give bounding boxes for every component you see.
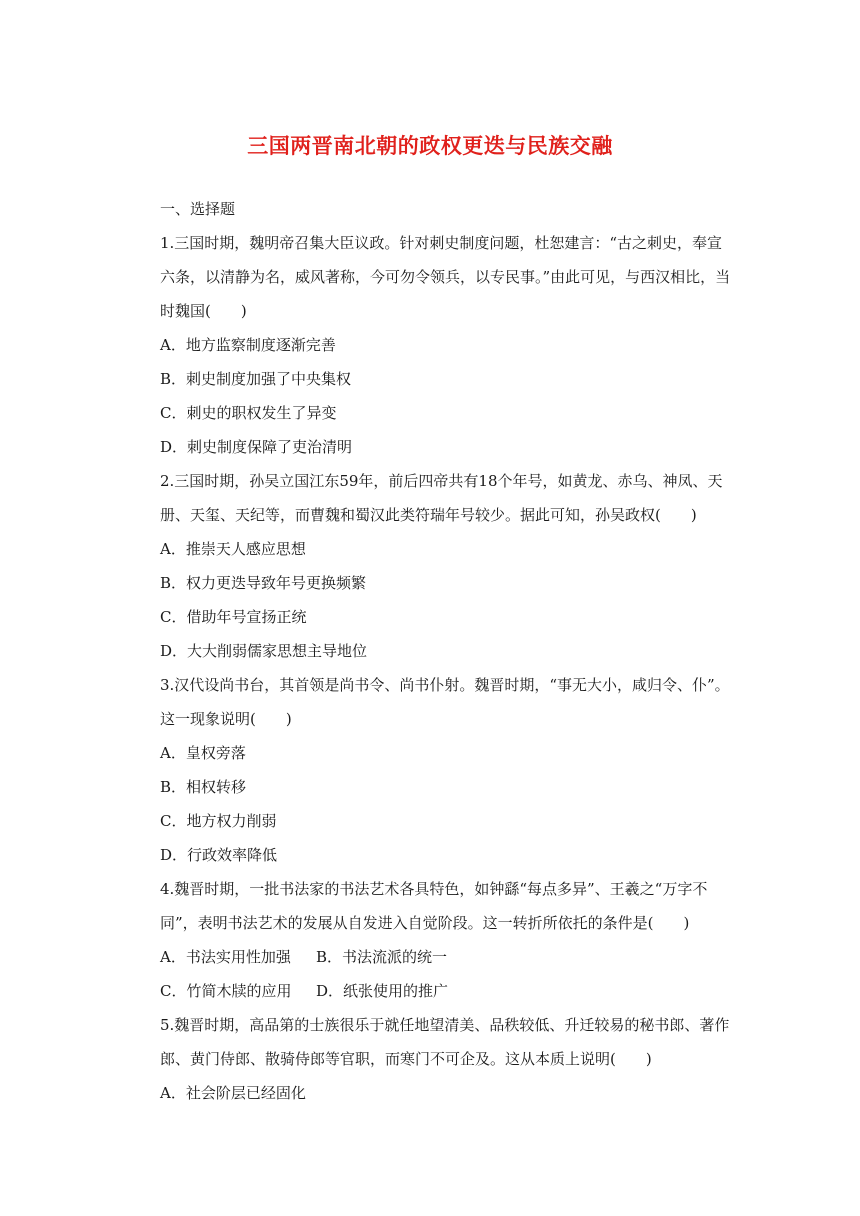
question-1-option-b: B．刺史制度加强了中央集权 [160,370,352,388]
question-4-options-row-2 [160,974,735,1008]
question-2-option-c: C．借助年号宣扬正统 [160,608,307,626]
question-5-text: 5.魏晋时期，高品第的士族很乐于就任地望清美、品秩较低、升迁较易的秘书郎、著作郎、黄门侍郎、散骑侍郎等官职，而寒门不可企及。这从本质上说明( ) [160,1016,730,1068]
question-4-option-b: B．书法流派的统一 [316,948,448,966]
question-3-text: 3.汉代设尚书台，其首领是尚书令、尚书仆射。魏晋时期，“事无大小，咸归令、仆”。这一现象说明( ) [160,676,730,728]
question-4-option-d: D．纸张使用的推广 [316,982,449,1000]
document-body [160,192,735,1110]
question-4-option-a: A．书法实用性加强 [160,948,291,966]
question-1-text: 1.三国时期，魏明帝召集大臣议政。针对刺史制度问题，杜恕建言：“古之刺史，奉宣六条，以清静为名，威风著称，今可勿令领兵，以专民事。”由此可见，与西汉相比，当时魏国( ) [160,234,731,320]
question-4-option-c: C．竹简木牍的应用 [160,982,292,1000]
document-title: 三国两晋南北朝的政权更迭与民族交融 [247,133,613,158]
section-heading: 一、选择题 [160,200,236,218]
question-2-option-b: B．权力更迭导致年号更换频繁 [160,574,367,592]
question-3-option-d: D．行政效率降低 [160,846,278,864]
question-2-option-a: A．推崇天人感应思想 [160,540,306,558]
question-1-option-c: C．刺史的职权发生了异变 [160,404,337,422]
question-3-option-c: C．地方权力削弱 [160,812,277,830]
question-4-options-row-1 [160,940,735,974]
question-2-text: 2.三国时期，孙吴立国江东59年，前后四帝共有18个年号，如黄龙、赤乌、神凤、天册、天玺、天纪等，而曹魏和蜀汉此类符瑞年号较少。据此可知，孙吴政权( ) [160,472,723,524]
question-2-option-d: D．大大削弱儒家思想主导地位 [160,642,368,660]
question-1-option-a: A．地方监察制度逐渐完善 [160,336,336,354]
question-3-option-b: B．相权转移 [160,778,247,796]
question-1-option-d: D．刺史制度保障了吏治清明 [160,438,353,456]
question-5-option-a: A．社会阶层已经固化 [160,1084,306,1102]
question-3-option-a: A．皇权旁落 [160,744,246,762]
question-4-text: 4.魏晋时期，一批书法家的书法艺术各具特色，如钟繇“每点多异”、王羲之“万字不同”，表明书法艺术的发展从自发进入自觉阶段。这一转折所依托的条件是( ) [160,880,708,932]
